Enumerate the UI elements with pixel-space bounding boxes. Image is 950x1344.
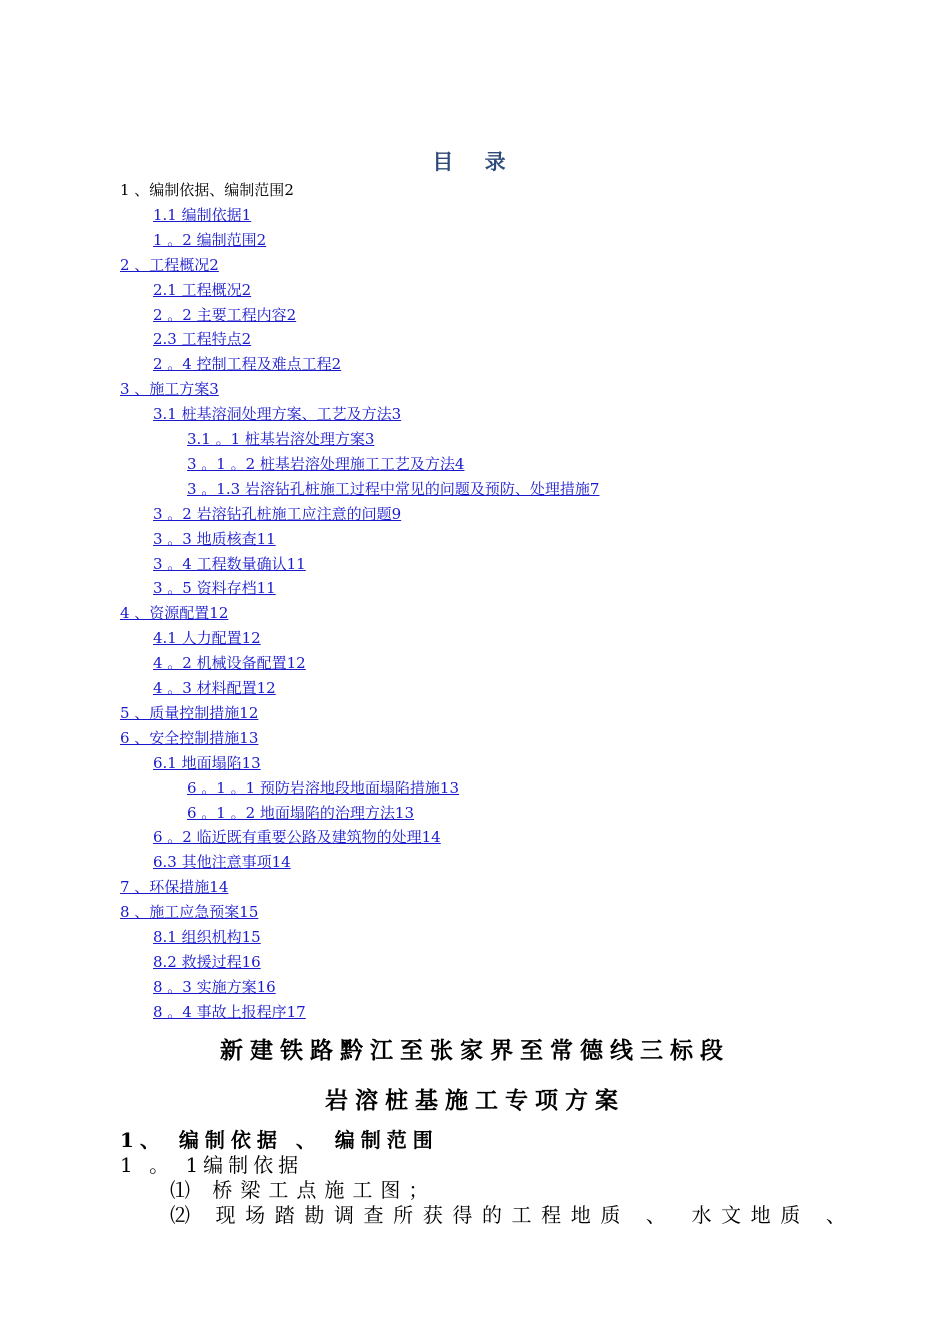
toc-entry[interactable] — [153, 278, 251, 302]
toc-entry[interactable] — [187, 776, 459, 800]
toc-entry[interactable] — [153, 751, 261, 775]
toc-entry-label[interactable]: 2.3 工程特点2 — [153, 330, 252, 349]
toc-entry[interactable] — [153, 502, 401, 526]
toc-entry[interactable] — [153, 303, 296, 327]
toc-entry[interactable] — [120, 875, 228, 899]
toc-entry[interactable] — [153, 925, 261, 949]
toc-entry[interactable] — [153, 825, 441, 849]
toc-entry[interactable] — [153, 327, 251, 351]
section-heading: 1、 编制依据 、 编制范围 — [120, 1128, 439, 1152]
toc-entry[interactable] — [120, 377, 219, 401]
toc-entry-label[interactable]: 3 。1.3 岩溶钻孔桩施工过程中常见的问题及预防、处理措施7 — [187, 479, 600, 498]
toc-entry-label: 1 、编制依据、编制范围2 — [120, 181, 294, 199]
toc-entry[interactable] — [153, 576, 276, 600]
toc-entry[interactable] — [187, 477, 599, 501]
toc-entry-label[interactable]: 3 。1 。2 桩基岩溶处理施工工艺及方法4 — [187, 454, 465, 473]
toc-entry[interactable] — [153, 626, 261, 650]
toc-entry-label[interactable]: 8 、施工应急预案15 — [120, 903, 259, 922]
toc-entry[interactable] — [120, 601, 228, 625]
toc-entry-label[interactable]: 1.1 编制依据1 — [153, 205, 252, 224]
toc-entry[interactable] — [153, 850, 291, 874]
toc-entry-label[interactable]: 8.2 救援过程16 — [153, 952, 261, 971]
toc-entry-label[interactable]: 3 。3 地质核查11 — [153, 529, 276, 548]
toc-entry[interactable] — [153, 527, 276, 551]
toc-entry-label[interactable]: 8 。4 事故上报程序17 — [153, 1002, 306, 1021]
toc-entry-label[interactable]: 6 、安全控制措施13 — [120, 728, 259, 747]
toc-title: 目 录 — [432, 149, 518, 174]
document-title-line2: 岩溶桩基施工专项方案 — [325, 1087, 625, 1114]
toc-entry[interactable] — [153, 552, 306, 576]
toc-entry-label[interactable]: 4.1 人力配置12 — [153, 629, 261, 648]
toc-entry[interactable] — [153, 352, 341, 376]
toc-entry-label[interactable]: 6 。1 。1 预防岩溶地段地面塌陷措施13 — [187, 778, 460, 797]
toc-entry[interactable] — [120, 701, 258, 725]
toc-entry-label[interactable]: 3 。5 资料存档11 — [153, 579, 276, 598]
toc-entry-label[interactable]: 3 、施工方案3 — [120, 380, 219, 399]
toc-entry-label[interactable]: 6 。2 临近既有重要公路及建筑物的处理14 — [153, 828, 441, 847]
toc-entry-label[interactable]: 1 。2 编制范围2 — [153, 230, 267, 249]
toc-entry-label[interactable]: 5 、质量控制措施12 — [120, 703, 259, 722]
toc-entry-label[interactable]: 6.3 其他注意事项14 — [153, 853, 291, 872]
basis-item-2: ⑵ 现场踏勘调查所获得的工程地质 、 水文地质 、 — [170, 1203, 856, 1227]
toc-entry-label[interactable]: 3 。2 岩溶钻孔桩施工应注意的问题9 — [153, 504, 402, 523]
toc-entry-label[interactable]: 3 。4 工程数量确认11 — [153, 554, 306, 573]
toc-entry[interactable] — [153, 950, 261, 974]
document-title-line1: 新建铁路黔江至张家界至常德线三标段 — [220, 1037, 730, 1064]
toc-entry[interactable] — [153, 228, 266, 252]
toc-entry-label[interactable]: 4 。2 机械设备配置12 — [153, 654, 306, 673]
toc-entry[interactable] — [120, 726, 258, 750]
basis-item-1: ⑴ 桥梁工点施工图； — [170, 1178, 437, 1202]
toc-entry[interactable] — [153, 651, 306, 675]
toc-entry[interactable] — [120, 900, 258, 924]
toc-entry-label[interactable]: 8.1 组织机构15 — [153, 928, 261, 946]
toc-entry — [120, 178, 294, 202]
toc-entry[interactable] — [187, 801, 414, 825]
subsection-heading: 1 。 1编制依据 — [120, 1153, 304, 1177]
toc-entry[interactable] — [153, 676, 276, 700]
toc-entry[interactable] — [153, 203, 251, 227]
toc-entry[interactable] — [153, 1000, 306, 1024]
toc-entry[interactable] — [187, 452, 464, 476]
toc-entry-label[interactable]: 4 、资源配置12 — [120, 604, 229, 623]
toc-entry[interactable] — [120, 253, 219, 277]
toc-entry-label[interactable]: 2 。4 控制工程及难点工程2 — [153, 355, 342, 374]
toc-entry-label[interactable]: 2 、工程概况2 — [120, 255, 219, 274]
toc-entry-label[interactable]: 7 、环保措施14 — [120, 878, 229, 897]
toc-entry-label[interactable]: 2.1 工程概况2 — [153, 280, 252, 299]
toc-entry[interactable] — [187, 427, 374, 451]
toc-entry-label[interactable]: 8 。3 实施方案16 — [153, 977, 276, 996]
toc-entry-label[interactable]: 6 。1 。2 地面塌陷的治理方法13 — [187, 803, 415, 822]
toc-entry-label[interactable]: 3.1 桩基溶洞处理方案、工艺及方法3 — [153, 405, 402, 424]
toc-entry[interactable] — [153, 975, 276, 999]
toc-entry-label[interactable]: 4 。3 材料配置12 — [153, 679, 276, 697]
toc-entry-label[interactable]: 6.1 地面塌陷13 — [153, 753, 261, 772]
toc-entry-label[interactable]: 3.1 。1 桩基岩溶处理方案3 — [187, 430, 375, 448]
toc-entry-label[interactable]: 2 。2 主要工程内容2 — [153, 305, 297, 324]
toc-entry[interactable] — [153, 402, 401, 426]
